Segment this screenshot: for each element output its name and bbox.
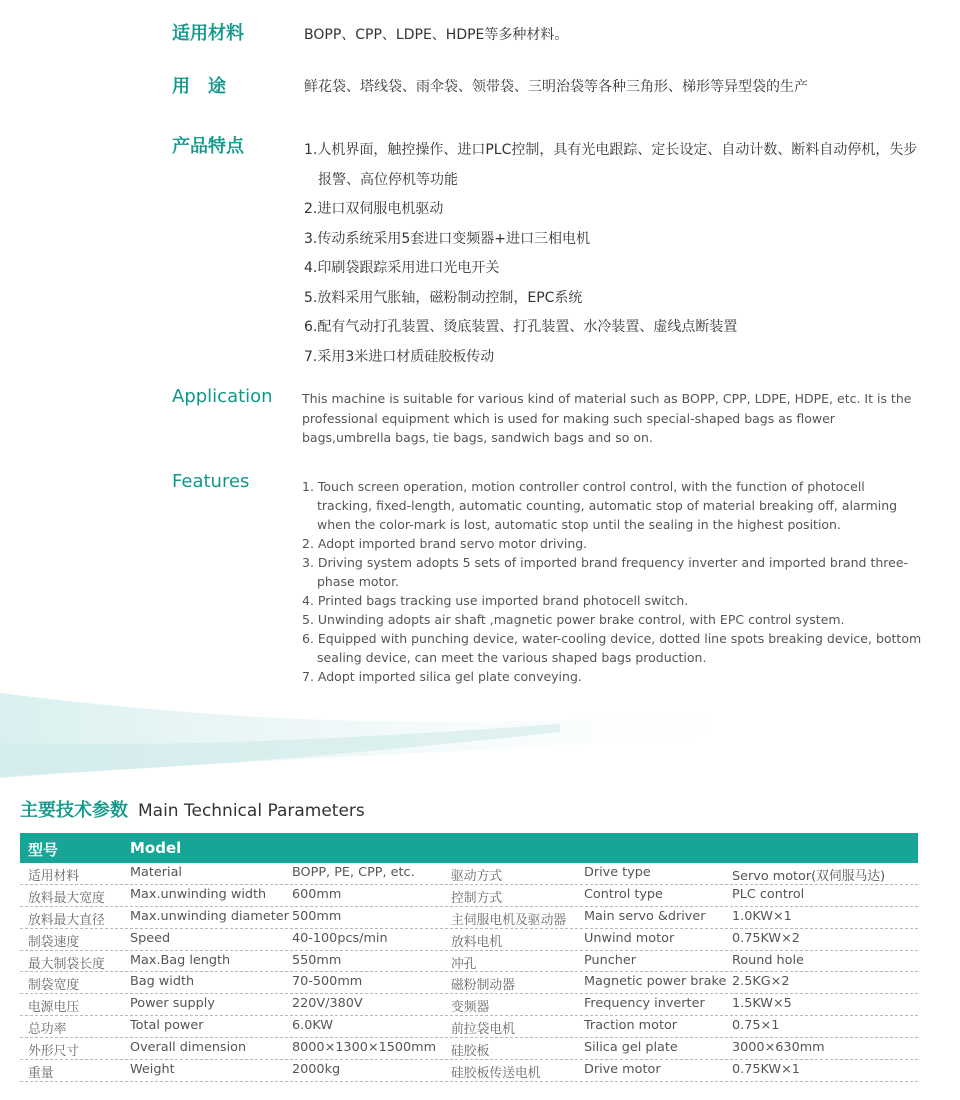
param-value: 1.5KW×5	[732, 996, 792, 1012]
param-name-cn: 变频器	[451, 1000, 490, 1016]
table-row	[20, 1038, 918, 1060]
features-cn-list	[304, 136, 924, 372]
param-name-cn: 前拉袋电机	[451, 1022, 515, 1038]
param-value: 220V/380V	[292, 996, 363, 1012]
param-name-cn: 最大制袋长度	[28, 956, 105, 972]
text-usage: 鲜花袋、塔线袋、雨伞袋、领带袋、三明治袋等各种三角形、梯形等异型袋的生产	[304, 79, 808, 95]
param-name-cn: 驱动方式	[451, 869, 503, 884]
feature-cn-item: 1.人机界面，触控操作、进口PLC控制，具有光电跟踪、定长设定、自动计数、断料自动停机，失步报警、高位停机等功能	[304, 142, 918, 188]
params-title-en: Main Technical Parameters	[138, 801, 365, 821]
params-table	[20, 833, 918, 1082]
param-name-en: Main servo &driver	[584, 908, 706, 924]
param-name-cn: 总功率	[28, 1022, 67, 1038]
table-row	[20, 885, 918, 907]
table-row	[20, 907, 918, 929]
feature-en-item: 7. Adopt imported silica gel plate conveying.	[302, 669, 582, 684]
param-name-en: Max.unwinding diameter	[130, 908, 289, 924]
param-name-en: Puncher	[584, 952, 636, 968]
param-value: 0.75KW×1	[732, 1062, 800, 1078]
table-header	[20, 833, 918, 863]
param-name-en: Silica gel plate	[584, 1040, 678, 1056]
param-value: 600mm	[292, 886, 342, 902]
param-value: 550mm	[292, 952, 342, 968]
decorative-wave	[0, 688, 960, 788]
feature-en-item: 1. Touch screen operation, motion controller control control, with the function of photocell tracking, fixed-length, automatic counting, automatic stop of material breaking off, alarming when the color-mark is lost, automatic stop until the sealing in the highest position.	[302, 479, 898, 532]
text-materials: BOPP、CPP、LDPE、HDPE等多种材料。	[304, 27, 569, 43]
table-row	[20, 951, 918, 973]
param-value: 500mm	[292, 908, 342, 924]
param-name-en: Material	[130, 865, 182, 880]
param-value: 3000×630mm	[732, 1040, 825, 1056]
table-row	[20, 863, 918, 885]
header-model-en: Model	[130, 839, 182, 857]
param-value: 0.75×1	[732, 1018, 780, 1034]
label-features-cn: 产品特点	[172, 136, 244, 157]
param-value: 2.5KG×2	[732, 974, 790, 990]
feature-en-item: 6. Equipped with punching device, water-cooling device, dotted line spots breaking device, bottom sealing device, can meet the various shaped bags production.	[302, 631, 922, 665]
param-name-en: Total power	[130, 1018, 204, 1034]
table-row	[20, 929, 918, 951]
param-name-cn: 放料电机	[451, 934, 503, 950]
params-title-cn: 主要技术参数	[20, 800, 128, 821]
text-application: This machine is suitable for various kind of material such as BOPP, CPP, LDPE, HDPE, etc. It is the professional equipment which is used for making such special-shaped bags as flower bags,umbrella bags, tie bags, sandwich bags and so on.	[302, 391, 912, 445]
param-name-en: Overall dimension	[130, 1040, 247, 1056]
param-name-cn: 硅胶板传送电机	[451, 1066, 541, 1082]
features-en-list	[302, 477, 922, 686]
param-value: BOPP, PE, CPP, etc.	[292, 865, 415, 880]
param-name-cn: 电源电压	[28, 1000, 80, 1016]
param-name-en: Frequency inverter	[584, 996, 705, 1012]
param-value: Round hole	[732, 952, 804, 968]
param-name-en: Power supply	[130, 996, 215, 1012]
label-usage: 用 途	[172, 76, 226, 97]
param-name-cn: 重量	[28, 1066, 54, 1082]
param-name-en: Drive motor	[584, 1062, 661, 1078]
param-value: PLC control	[732, 886, 805, 902]
param-name-cn: 磁粉制动器	[451, 978, 515, 994]
feature-cn-item: 5.放料采用气胀轴，磁粉制动控制，EPC系统	[304, 289, 583, 306]
param-value: 6.0KW	[292, 1018, 333, 1034]
feature-cn-item: 2.进口双伺服电机驱动	[304, 201, 444, 217]
param-name-en: Unwind motor	[584, 930, 675, 946]
param-name-en: Max.unwinding width	[130, 886, 267, 902]
params-title	[20, 798, 365, 824]
param-value: 70-500mm	[292, 974, 363, 990]
param-value: 0.75KW×2	[732, 930, 800, 946]
feature-cn-item: 7.采用3米进口材质硅胶板传动	[304, 348, 495, 365]
param-name-cn: 放料最大宽度	[28, 890, 105, 906]
feature-cn-item: 6.配有气动打孔装置、烫底装置、打孔装置、水冷装置、虚线点断装置	[304, 319, 738, 335]
param-name-en: Drive type	[584, 865, 651, 880]
table-row	[20, 994, 918, 1016]
param-name-cn: 主伺服电机及驱动器	[451, 912, 567, 928]
param-value: 8000×1300×1500mm	[292, 1040, 437, 1056]
param-name-en: Magnetic power brake	[584, 974, 727, 990]
feature-en-item: 4. Printed bags tracking use imported brand photocell switch.	[302, 593, 689, 608]
table-row	[20, 972, 918, 994]
param-name-cn: 硅胶板	[451, 1044, 490, 1060]
feature-en-item: 5. Unwinding adopts air shaft ,magnetic power brake control, with EPC control system.	[302, 612, 845, 627]
label-features-en: Features	[172, 471, 250, 492]
label-materials: 适用材料	[172, 23, 244, 44]
label-application: Application	[172, 386, 273, 407]
param-name-en: Control type	[584, 886, 663, 902]
param-name-cn: 控制方式	[451, 890, 503, 906]
param-name-cn: 制袋速度	[28, 934, 80, 950]
param-name-cn: 冲孔	[451, 956, 477, 972]
table-row	[20, 1016, 918, 1038]
feature-en-item: 2. Adopt imported brand servo motor driving.	[302, 536, 588, 551]
param-value: 40-100pcs/min	[292, 930, 388, 946]
feature-cn-item: 4.印刷袋跟踪采用进口光电开关	[304, 260, 500, 276]
param-name-en: Speed	[130, 930, 171, 946]
param-value: Servo motor(双伺服马达)	[732, 869, 886, 884]
param-name-cn: 放料最大直径	[28, 912, 105, 928]
param-name-cn: 制袋宽度	[28, 978, 80, 994]
param-name-en: Weight	[130, 1062, 175, 1078]
header-model-cn: 型号	[28, 841, 59, 859]
param-value: 2000kg	[292, 1062, 341, 1078]
feature-cn-item: 3.传动系统采用5套进口变频器+进口三相电机	[304, 230, 590, 247]
param-name-en: Max.Bag length	[130, 952, 231, 968]
param-value: 1.0KW×1	[732, 908, 792, 924]
param-name-cn: 外形尺寸	[28, 1044, 80, 1060]
table-row	[20, 1060, 918, 1082]
param-name-en: Bag width	[130, 974, 195, 990]
feature-en-item: 3. Driving system adopts 5 sets of imported brand frequency inverter and imported brand three-phase motor.	[302, 555, 909, 589]
param-name-en: Traction motor	[584, 1018, 678, 1034]
param-name-cn: 适用材料	[28, 869, 80, 884]
